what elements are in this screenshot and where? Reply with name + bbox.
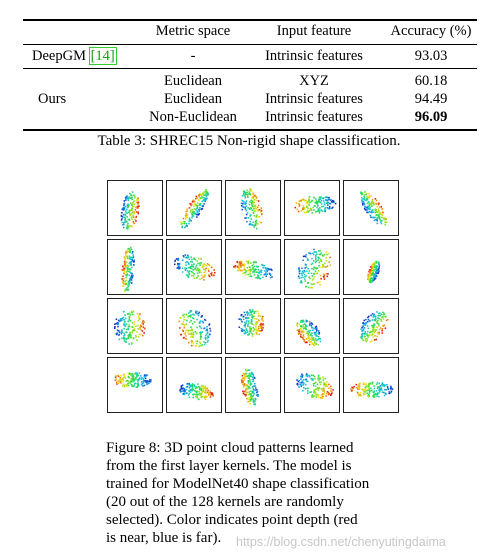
point-cloud-pattern bbox=[108, 240, 162, 294]
point-cloud-tile bbox=[343, 239, 399, 295]
header-metric-space: Metric space bbox=[155, 23, 231, 39]
point-cloud-tile bbox=[284, 239, 340, 295]
kernel-pattern-grid bbox=[107, 180, 399, 412]
point-cloud-pattern bbox=[344, 240, 398, 294]
figure-caption-line: Figure 8: 3D point cloud patterns learned bbox=[106, 440, 354, 456]
point-cloud-pattern bbox=[344, 299, 398, 353]
ours-label: Ours bbox=[38, 91, 67, 107]
point-cloud-pattern bbox=[167, 358, 221, 412]
point-cloud-tile bbox=[343, 180, 399, 236]
point-cloud-tile bbox=[284, 357, 340, 413]
table-bottom-rule bbox=[23, 129, 477, 131]
deepgm-method-name: DeepGM bbox=[32, 48, 86, 64]
point-cloud-pattern bbox=[285, 240, 339, 294]
point-cloud-pattern bbox=[226, 181, 280, 235]
ours-row-1-accuracy: 60.18 bbox=[414, 73, 448, 89]
point-cloud-tile bbox=[107, 239, 163, 295]
table-caption: Table 3: SHREC15 Non-rigid shape classification. bbox=[97, 133, 401, 149]
point-cloud-tile bbox=[225, 239, 281, 295]
point-cloud-pattern bbox=[226, 299, 280, 353]
point-cloud-tile bbox=[284, 180, 340, 236]
point-cloud-pattern bbox=[167, 181, 221, 235]
point-cloud-tile bbox=[225, 357, 281, 413]
table-header-rule bbox=[23, 44, 477, 45]
deepgm-method bbox=[32, 48, 116, 65]
deepgm-feature: Intrinsic features bbox=[265, 48, 363, 64]
point-cloud-tile bbox=[107, 357, 163, 413]
figure-caption-line: (20 out of the 128 kernels are randomly bbox=[106, 494, 344, 510]
ours-row-2-accuracy: 94.49 bbox=[414, 91, 448, 107]
point-cloud-tile bbox=[166, 180, 222, 236]
ours-row-1-metric: Euclidean bbox=[164, 73, 222, 89]
point-cloud-tile bbox=[225, 180, 281, 236]
figure-caption-line: from the first layer kernels. The model is bbox=[106, 458, 352, 474]
point-cloud-pattern bbox=[344, 358, 398, 412]
point-cloud-pattern bbox=[285, 181, 339, 235]
point-cloud-pattern bbox=[167, 240, 221, 294]
point-cloud-tile bbox=[343, 357, 399, 413]
point-cloud-tile bbox=[107, 298, 163, 354]
point-cloud-pattern bbox=[108, 181, 162, 235]
point-cloud-tile bbox=[166, 357, 222, 413]
point-cloud-pattern bbox=[108, 299, 162, 353]
point-cloud-pattern bbox=[285, 358, 339, 412]
header-input-feature: Input feature bbox=[276, 23, 352, 39]
point-cloud-pattern bbox=[108, 358, 162, 412]
point-cloud-tile bbox=[107, 180, 163, 236]
point-cloud-tile bbox=[284, 298, 340, 354]
deepgm-accuracy: 93.03 bbox=[414, 48, 448, 64]
watermark: https://blog.csdn.net/chenyutingdaima bbox=[236, 535, 446, 549]
ours-row-3-metric: Non-Euclidean bbox=[149, 109, 237, 125]
ours-row-2-feature: Intrinsic features bbox=[265, 91, 363, 107]
figure-caption-line: is near, blue is far). bbox=[106, 530, 222, 546]
point-cloud-tile bbox=[225, 298, 281, 354]
point-cloud-pattern bbox=[167, 299, 221, 353]
ours-row-3-accuracy: 96.09 bbox=[414, 109, 448, 125]
point-cloud-pattern bbox=[226, 358, 280, 412]
ours-row-3-feature: Intrinsic features bbox=[265, 109, 363, 125]
figure-caption bbox=[106, 439, 406, 547]
point-cloud-tile bbox=[166, 298, 222, 354]
ours-row-1-feature: XYZ bbox=[299, 73, 329, 89]
header-accuracy: Accuracy (%) bbox=[390, 23, 472, 39]
figure-caption-line: selected). Color indicates point depth (red bbox=[106, 512, 358, 528]
figure-caption-line: trained for ModelNet40 shape classification bbox=[106, 476, 370, 492]
point-cloud-tile bbox=[343, 298, 399, 354]
point-cloud-pattern bbox=[226, 240, 280, 294]
table-mid-rule bbox=[23, 68, 477, 69]
deepgm-metric: - bbox=[190, 48, 196, 64]
point-cloud-tile bbox=[166, 239, 222, 295]
deepgm-citation-link[interactable]: [14] bbox=[90, 48, 115, 64]
point-cloud-pattern bbox=[344, 181, 398, 235]
point-cloud-pattern bbox=[285, 299, 339, 353]
ours-row-2-metric: Euclidean bbox=[164, 91, 222, 107]
table-top-rule bbox=[23, 19, 477, 21]
